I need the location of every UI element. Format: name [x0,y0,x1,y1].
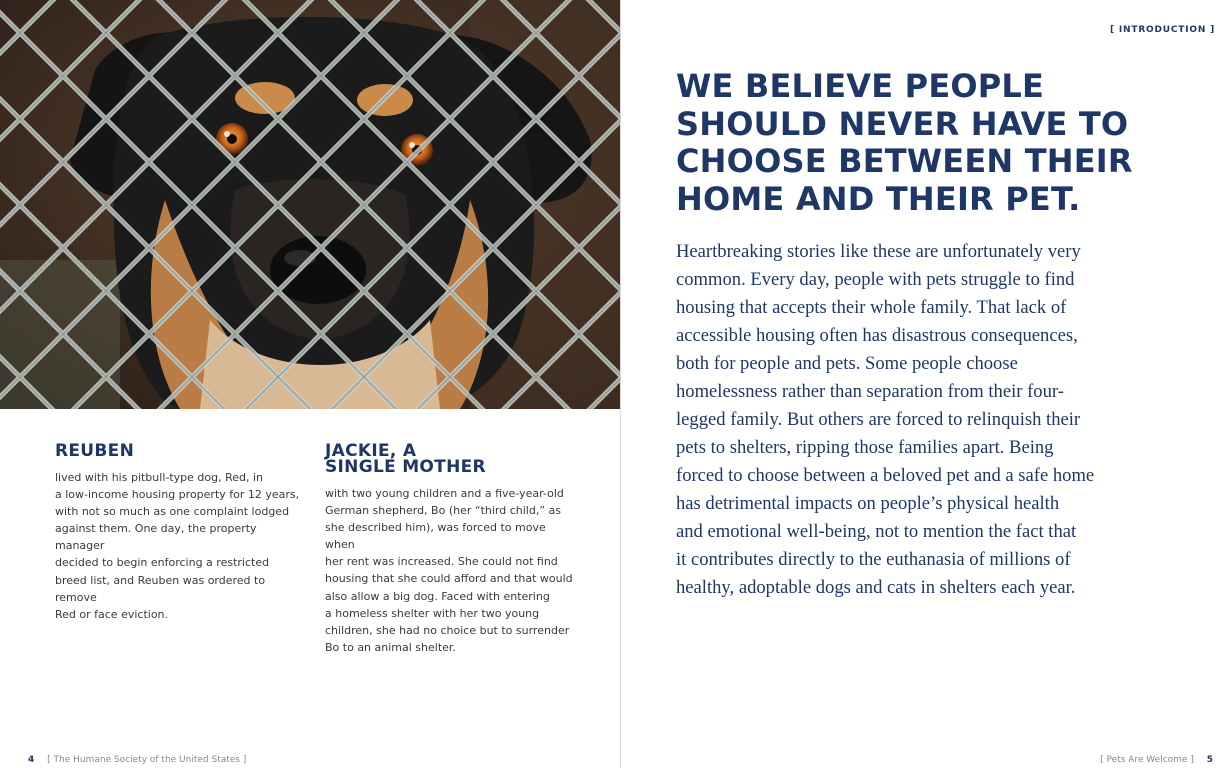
story-body: with two young children and a five-year-old German shepherd, Bo (her “third child,” as she described him), was forced to move when her rent was increased. She could not find housing that she could afford and that would also allow a big dog. Faced with entering a homeless shelter with her two young children, she had no choice but to surrender Bo to an animal shelter. [325,487,573,654]
story-reuben [55,443,305,623]
story-body: lived with his pitbull-type dog, Red, in a low-income housing property for 12 years, with not so much as one complaint lodged against them. One day, the property manager decided to begin enforcing a restricted breed list, and Reuben was ordered to remove Red or face eviction. [55,471,300,621]
page-number: 4 [28,755,35,765]
story-heading: JACKIE, A SINGLE MOTHER [325,441,486,477]
folio-right [1100,755,1213,765]
headline: WE BELIEVE PEOPLE SHOULD NEVER HAVE TO CHOOSE BETWEEN THEIR HOME AND THEIR PET. [676,67,1133,218]
section-label: [ INTRODUCTION ] [1110,25,1215,35]
folio-left [28,755,246,765]
publication-name: [ The Humane Society of the United States ] [47,755,247,765]
page-number: 5 [1206,755,1213,765]
right-page [621,0,1224,768]
dog-photo [0,0,621,409]
story-jackie [325,443,575,656]
publication-title: [ Pets Are Welcome ] [1100,755,1194,765]
intro-body: Heartbreaking stories like these are unfortunately very common. Every day, people with pets struggle to find housing that accepts their whole family. That lack of accessible housing often has disastrous consequences, both for people and pets. Some people choose homelessness rather than separation from their four- legged family. But others are forced to relinquish their pets to shelters, ripping those families apart. Being forced to choose between a beloved pet and a safe home has detrimental impacts on people’s physical health and emotional well-being, not to mention the fact that it contributes directly to the euthanasia of millions of healthy, adoptable dogs and cats in shelters each year. [676,241,1095,598]
story-heading: REUBEN [55,441,135,461]
